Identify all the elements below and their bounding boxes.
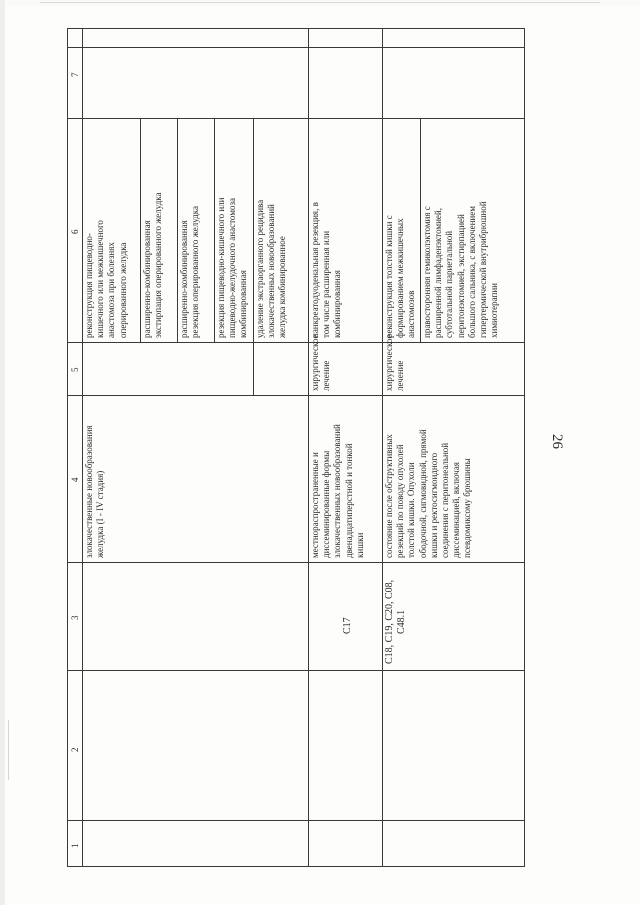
table-border-bottom	[67, 866, 525, 867]
table-border-top	[67, 28, 525, 29]
method-divider	[177, 118, 178, 342]
row3-condition: состояние после обструктивных резекций по поводу опухолей толстой кишки. Опухоли ободочной, сигмовидной, прямой кишки и ректосигмоидного соединения с перитонеальной диссеминацией, включая псевдомиксому брюшины	[384, 429, 473, 558]
column-number-3: 3	[70, 615, 80, 620]
row1-condition: злокачественные новообразования желудка (I - IV стадия)	[84, 425, 106, 558]
column-number-4: 4	[70, 477, 80, 482]
column-number-5: 5	[70, 367, 80, 372]
divider-col5-col6	[67, 342, 525, 343]
method-divider	[253, 342, 254, 395]
method-divider	[140, 118, 141, 342]
row-divider-2-3	[382, 28, 383, 866]
method-divider	[214, 118, 215, 342]
scan-edge	[0, 0, 640, 6]
divider-col3-col4	[67, 562, 525, 563]
row1-method-4: резекция пищеводно-кишечного или пищеводно-желудочного анастомоза комбинированная	[216, 197, 249, 338]
row3-method-1: реконструкция толстой кишки с формированием межкишечных анастомозов	[384, 215, 417, 338]
divider-col6-col7	[67, 118, 525, 119]
row2-condition: местнораспространенные и диссеминированные формы злокачественных новообразований двенадцатиперстной и тонкой кишки	[310, 424, 365, 558]
column-number-6: 6	[70, 229, 80, 234]
row3-icd-codes: C18, C19, C20, C08, C48.1	[384, 579, 407, 664]
table-border-right	[524, 28, 525, 866]
row3-method-2: правосторонняя гемиколэктомия с расширенной лимфаденэктомией, субтотальной париетальной перитонэктомией, экстирпацией большого сальника, с включением гипертермической внутрибрюшной химиотерапии	[422, 201, 500, 338]
column-number-2: 2	[70, 747, 80, 752]
page-number: 26	[549, 434, 565, 449]
divider-col2-col3	[67, 670, 525, 671]
row1-method-1: реконструкция пищеводно- кишечного или межкишечного анастомоза при болезнях оперированного желудка	[84, 220, 128, 338]
row1-method-5: удаление экстраорганного рецидива злокачественных новообразований желудка комбинированное	[255, 199, 288, 338]
scan-artifact-line	[40, 2, 600, 3]
column-number-1: 1	[70, 843, 80, 848]
number-header-divider	[82, 28, 83, 866]
scan-artifact-stub	[8, 720, 13, 780]
column-number-7: 7	[70, 72, 80, 77]
row1-method-2: расширенно-комбинированная экстирпация оперированного желудка	[142, 192, 164, 338]
divider-col1-col2	[67, 820, 525, 821]
row2-treatment: хирургическое лечение	[310, 334, 332, 391]
method-divider	[253, 118, 254, 342]
column-number-row-divider	[67, 47, 525, 48]
row-divider-1-2	[308, 28, 309, 866]
row2-icd-code: C17	[342, 617, 353, 634]
row1-method-3: расширенно-комбинированная резекция оперированного желудка	[179, 206, 201, 338]
row3-treatment: хирургическое лечение	[384, 334, 406, 391]
scan-edge-left	[0, 0, 5, 905]
table-border-left	[67, 28, 68, 866]
row2-method-1: панкреатодуоденальная резекция, в том числе расширенная или комбинированная	[310, 202, 343, 338]
divider-col4-col5	[67, 395, 525, 396]
method-divider	[420, 118, 421, 342]
